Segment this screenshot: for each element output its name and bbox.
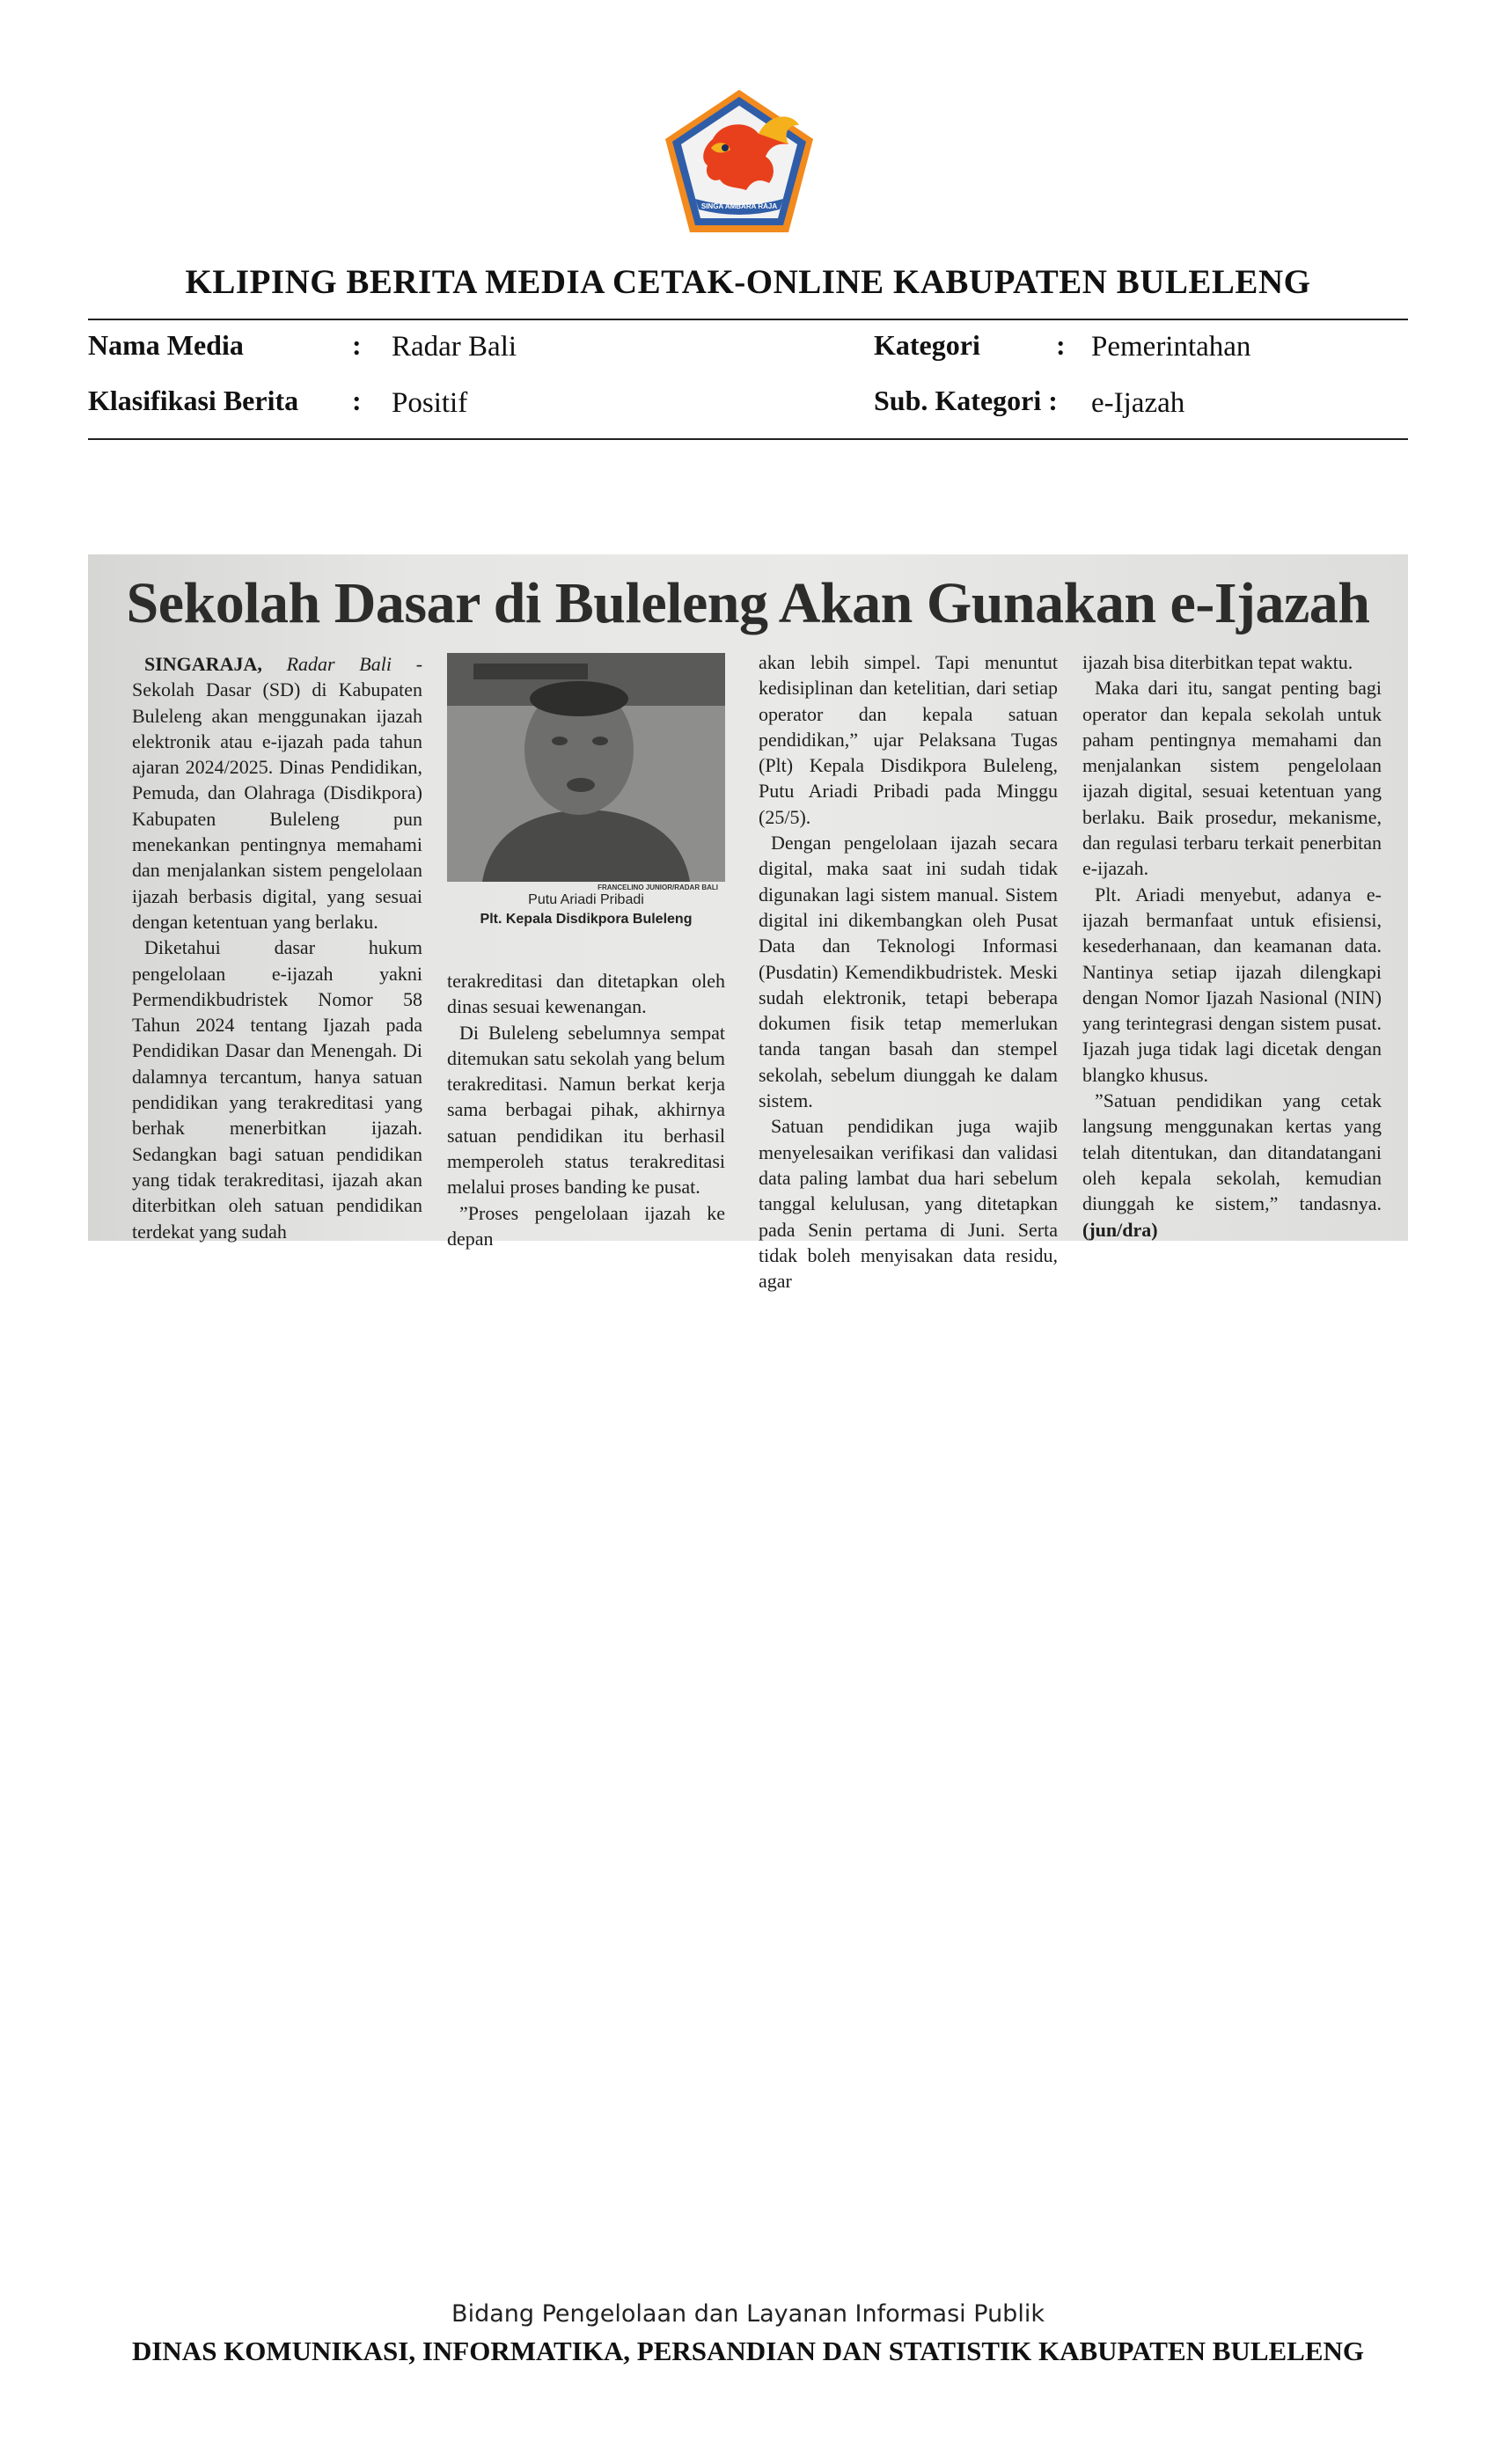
photo-credit: FRANCELINO JUNIOR/RADAR BALI — [598, 884, 718, 891]
singa-ambara-raja-emblem-icon — [660, 86, 818, 236]
emblem-motto: SINGA AMBARA RAJA — [700, 202, 778, 210]
source-name: Radar Bali — [286, 653, 392, 675]
article-headline: Sekolah Dasar di Buleleng Akan Gunakan e-Ijazah — [126, 571, 1370, 635]
author-sign: (jun/dra) — [1082, 1218, 1158, 1241]
klasifikasi-colon: : — [352, 385, 362, 416]
paragraph: ijazah bisa diterbitkan tepat waktu. — [1082, 651, 1353, 673]
paragraph: ”Proses pengelolaan ijazah ke depan — [447, 1201, 725, 1250]
caption-role: Plt. Kepala Disdikpora Buleleng — [480, 912, 693, 927]
paragraph: terakreditasi dan ditetapkan oleh dinas sesuai kewenangan. — [447, 970, 725, 1018]
kategori-value: Pemerintahan — [1091, 331, 1251, 363]
paragraph: Di Buleleng sebelumnya sempat ditemukan satu sekolah yang belum terakreditasi. Namun berkat kerja sama berbagai pihak, akhirnya satuan pendidikan itu berhasil memperoleh status terakreditasi melalui proses banding ke pusat. — [447, 1021, 725, 1199]
footer-department: Bidang Pengelolaan dan Layanan Informasi Publik — [451, 2300, 1045, 2328]
header-divider — [88, 319, 1408, 320]
paragraph: Diketahui dasar hukum pengelolaan e-ijazah yakni Permendikbudristek Nomor 58 Tahun 2024 tentang Ijazah pada Pendidikan Dasar dan Menengah. Di dalamnya tercantum, hanya satuan pendidikan yang terakreditasi yang berhak menerbitkan ijazah. Sedangkan bagi satuan pendidikan yang tidak terakreditasi, ijazah akan diterbitkan oleh satuan pendidikan terdekat yang sudah — [132, 936, 422, 1243]
caption-name: Putu Ariadi Pribadi — [528, 892, 644, 907]
news-clipping — [88, 554, 1408, 1293]
paragraph: Dengan pengelolaan ijazah secara digital, maka saat ini sudah tidak digunakan lagi sistem manual. Sistem digital ini dikembangkan oleh Pusat Data dan Teknologi Informasi (Pusdatin) Kemendikbudristek. Meski sudah elektronik, tetapi beberapa dokumen fisik tetap memerlukan tanda tangan basah dan stempel sekolah, sebelum diunggah ke dalam sistem. — [759, 832, 1058, 1112]
dateline: SINGARAJA, — [144, 653, 262, 675]
kategori-colon: : — [1056, 329, 1066, 361]
article-column-3 — [759, 649, 1058, 1294]
klasifikasi-value: Positif — [392, 387, 468, 419]
media-value: Radar Bali — [392, 331, 517, 363]
klasifikasi-label: Klasifikasi Berita — [88, 385, 299, 416]
photo-caption — [447, 891, 725, 929]
media-colon: : — [352, 329, 362, 361]
media-label: Nama Media — [88, 329, 244, 361]
paragraph: Satuan pendidikan juga wajib menyelesaikan verifikasi dan validasi data paling lambat dua hari sebelum tanggal kelulusan, yang ditetapkan pada Senin pertama di Juni. Serta tidak boleh menyisakan data residu, agar — [759, 1115, 1058, 1293]
footer-agency: DINAS KOMUNIKASI, INFORMATIKA, PERSANDIAN DAN STATISTIK KABUPATEN BULELENG — [131, 2336, 1365, 2366]
paragraph: - Sekolah Dasar (SD) di Kabupaten Buleleng akan menggunakan ijazah elektronik atau e-ijazah pada tahun ajaran 2024/2025. Dinas Pendidikan, Pemuda, dan Olahraga (Disdikpora) Kabupaten Buleleng pun menekankan pentingnya memahami dan menjalankan sistem pengelolaan ijazah berbasis digital, yang sesuai dengan ketentuan yang berlaku. — [132, 653, 423, 933]
kategori-label: Kategori — [874, 329, 980, 361]
paragraph: Maka dari itu, sangat penting bagi operator dan kepala sekolah untuk paham pentingnya memahami dan menjalankan sistem pengelolaan ijazah digital, sesuai ketentuan yang berlaku. Baik prosedur, mekanisme, dan regulasi terbaru terkait penerbitan e-ijazah. — [1082, 677, 1382, 880]
meta-divider — [88, 438, 1408, 440]
subkategori-value: e-Ijazah — [1091, 387, 1185, 419]
paragraph: Plt. Ariadi menyebut, adanya e-ijazah bermanfaat untuk efisiensi, kesederhanaan, dan keamanan data. Nantinya setiap ijazah dilengkapi dengan Nomor Ijazah Nasional (NIN) yang terintegrasi dengan sistem pusat. Ijazah juga tidak lagi dicetak dengan blangko khusus. — [1082, 883, 1382, 1086]
subkategori-label: Sub. Kategori : — [874, 385, 1058, 416]
article-column-2 — [447, 968, 725, 1251]
article-photo — [447, 653, 725, 882]
page-title: KLIPING BERITA MEDIA CETAK-ONLINE KABUPATEN BULELENG — [185, 263, 1311, 301]
paragraph: akan lebih simpel. Tapi menuntut kedisiplinan dan ketelitian, dari setiap operator dan kepala satuan pendidikan,” ujar Pelaksana Tugas (Plt) Kepala Disdikpora Buleleng, Putu Ariadi Pribadi pada Minggu (25/5). — [759, 651, 1058, 828]
article-column-4 — [1082, 649, 1382, 1243]
article-column-1 — [132, 651, 422, 1244]
paragraph: ”Satuan pendidikan yang cetak langsung menggunakan kertas yang telah ditentukan, dan ditandatangani oleh kepala sekolah, kemudian diunggah ke sistem,” tandasnya. — [1082, 1089, 1382, 1215]
